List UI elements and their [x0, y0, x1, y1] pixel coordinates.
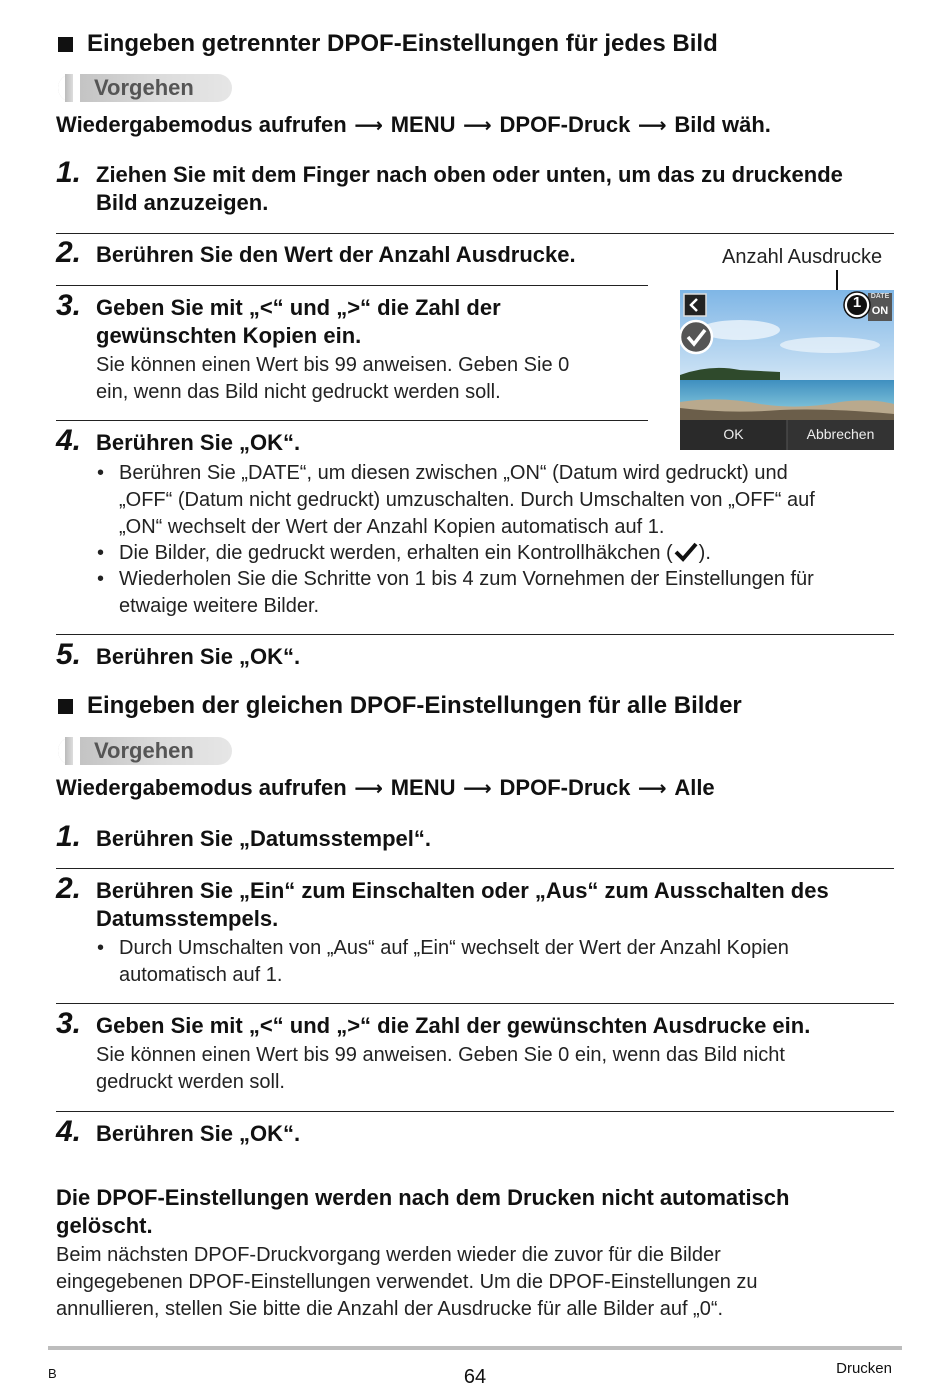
step-number: 1.: [56, 820, 82, 853]
callout-number: 1: [852, 294, 862, 311]
arrow-right-icon: ⟶: [354, 115, 384, 137]
divider: [56, 420, 648, 421]
step-body: Sie können einen Wert bis 99 anweisen. Geben Sie 0 ein, wenn das Bild nicht gedruckt werden soll.: [96, 1044, 785, 1093]
footer-rule: [48, 1346, 902, 1350]
square-bullet-icon: [58, 37, 73, 52]
step-number: 5.: [56, 638, 82, 671]
step-text: Berühren Sie „Datumsstempel“.: [96, 826, 431, 851]
date-badge-top[interactable]: DATE: [870, 293, 890, 300]
menu-path: Wiedergabemodus aufrufen ⟶ MENU ⟶ DPOF-Druck ⟶ Bild wäh.: [56, 112, 771, 137]
step-number: 1.: [56, 156, 82, 189]
screen-annotation: Anzahl Ausdrucke: [722, 246, 883, 268]
note-body: Beim nächsten DPOF-Druckvorgang werden wieder die zuvor für die Bilder eingegebenen DPOF-Einstellungen verwendet. Um die DPOF-Einstellungen zu annullieren, stellen Sie bitte die Anzahl der Ausdrucke für alle Bilder auf „0“.: [56, 1244, 758, 1320]
page-number: 64: [463, 1366, 487, 1388]
procedure-label: Vorgehen: [58, 74, 232, 102]
bullet-item: • Durch Umschalten von „Aus“ auf „Ein“ wechselt der Wert der Anzahl Kopien automatisch auf 1.: [97, 937, 789, 986]
square-bullet-icon: [58, 699, 73, 714]
camera-screen: [680, 290, 894, 450]
step-number: 2.: [56, 872, 82, 905]
date-badge-bottom[interactable]: ON: [871, 305, 889, 317]
step-number: 3.: [56, 1007, 82, 1040]
step-text: Berühren Sie „OK“.: [96, 1121, 301, 1146]
step-number: 2.: [56, 236, 82, 269]
bullet-item: • Die Bilder, die gedruckt werden, erhalten ein Kontrollhäkchen ( ).: [97, 542, 711, 564]
procedure-label: Vorgehen: [58, 737, 232, 765]
step-text: Berühren Sie den Wert der Anzahl Ausdrucke.: [96, 242, 576, 267]
footer-left: B: [48, 1366, 57, 1381]
divider: [56, 285, 648, 286]
arrow-right-icon: ⟶: [637, 115, 667, 137]
divider: [56, 1003, 894, 1004]
divider: [56, 868, 894, 869]
arrow-right-icon: ⟶: [354, 778, 384, 800]
arrow-right-icon: ⟶: [463, 115, 492, 137]
step-text: Geben Sie mit „<“ und „>“ die Zahl der gewünschten Kopien ein.: [96, 295, 501, 348]
step-text: Berühren Sie „Ein“ zum Einschalten oder „Aus“ zum Ausschalten des Datumsstempels.: [96, 878, 829, 931]
footer-right: Drucken: [836, 1360, 892, 1377]
cancel-button[interactable]: Abbrechen: [806, 426, 875, 442]
step-text: Berühren Sie „OK“.: [96, 430, 301, 455]
step-number: 3.: [56, 289, 82, 322]
bullet-item: • Wiederholen Sie die Schritte von 1 bis 4 zum Vornehmen der Einstellungen für etwaige weitere Bilder.: [97, 568, 814, 617]
menu-path: Wiedergabemodus aufrufen ⟶ MENU ⟶ DPOF-Druck ⟶ Alle: [56, 775, 715, 800]
step-number: 4.: [56, 424, 82, 457]
divider: [56, 1111, 894, 1112]
step-number: 4.: [56, 1115, 82, 1148]
step-text: Ziehen Sie mit dem Finger nach oben oder unten, um das zu druckende Bild anzuzeigen.: [96, 162, 843, 215]
arrow-right-icon: ⟶: [637, 778, 667, 800]
arrow-right-icon: ⟶: [463, 778, 492, 800]
note-title: Die DPOF-Einstellungen werden nach dem Drucken nicht automatisch gelöscht.: [56, 1185, 790, 1238]
step-text: Berühren Sie „OK“.: [96, 644, 301, 669]
section2-title: Eingeben der gleichen DPOF-Einstellungen für alle Bilder: [58, 692, 742, 720]
step-body: Sie können einen Wert bis 99 anweisen. Geben Sie 0 ein, wenn das Bild nicht gedruckt werden soll.: [96, 354, 570, 403]
divider: [56, 634, 894, 635]
bullet-item: • Berühren Sie „DATE“, um diesen zwischen „ON“ (Datum wird gedruckt) und „OFF“ (Datum nicht gedruckt) umzuschalten. Durch Umschalten von „OFF“ auf „ON“ wechselt der Wert der Anzahl Kopien automatisch auf 1.: [97, 462, 815, 538]
section1-title: Eingeben getrennter DPOF-Einstellungen für jedes Bild: [58, 30, 718, 58]
ok-button[interactable]: OK: [723, 426, 744, 442]
step-text: Geben Sie mit „<“ und „>“ die Zahl der gewünschten Ausdrucke ein.: [96, 1013, 811, 1038]
divider: [56, 233, 894, 234]
checkmark-icon: [673, 542, 699, 562]
